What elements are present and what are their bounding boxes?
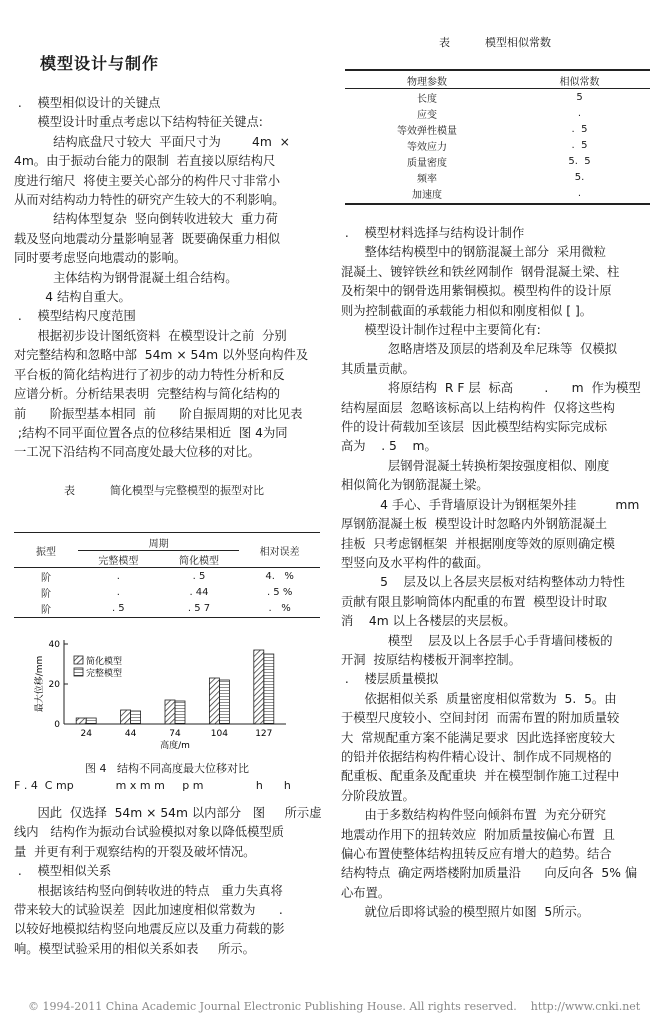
table-cell: 等效应力 <box>407 141 447 153</box>
text-line: 模型设计时重点考虑以下结构特征关键点: <box>14 115 263 130</box>
table-cell: . 5 % <box>266 586 293 598</box>
text-line: 结构特点 确定两塔楼附加质量沿 向反向各 5% 偏 <box>341 866 638 881</box>
text-line: 4 手心、手背墙原设计为钢框架外挂 mm <box>341 497 640 512</box>
text-line: 4 结构自重大。 <box>14 290 131 305</box>
table-cell: . <box>577 107 582 119</box>
text-line: 响。模型试验采用的相似关系如表 所示。 <box>14 941 255 956</box>
text-line: 模型 层及以上各层手心手背墙间楼板的 <box>341 633 613 648</box>
bar-complete <box>86 718 96 724</box>
table-cell: 阶 <box>41 604 51 616</box>
text-line: 根据该结构竖向倒转收进的特点 重力失真将 <box>14 883 283 898</box>
table-cell: 加速度 <box>412 189 442 201</box>
text-line: 前 阶振型基本相同 前 阶自振周期的对比见表 <box>14 406 303 421</box>
displacement-bar-chart <box>14 630 314 750</box>
table2-caption: 表 模型相似常数 <box>439 36 551 49</box>
text-line: 线内 结构作为振动台试验模拟对象以降低模型质 <box>14 825 284 840</box>
text-line: 心布置。 <box>341 885 391 900</box>
text-line: 结构屋面层 忽略该标高以上结构构件 仅将这些构 <box>341 400 615 415</box>
table-cell: . 5 <box>192 570 206 582</box>
text-line: 模型设计制作过程中主要简化有: <box>341 323 541 338</box>
table-row <box>345 89 650 106</box>
figure-caption: 图 4 结构不同高度最大位移对比 <box>85 762 249 775</box>
text-line: 相似简化为钢筋混凝土梁。 <box>341 478 489 493</box>
x-tick-label: 44 <box>124 729 137 739</box>
left-text-block-1 <box>14 94 326 463</box>
table-cell: 频率 <box>417 173 437 185</box>
x-tick-label: 127 <box>255 729 273 739</box>
left-text-block-2 <box>14 804 326 959</box>
x-axis-label: 高度/m <box>160 741 190 750</box>
bar-simplified <box>165 700 175 724</box>
table-cell: 5 <box>576 91 583 103</box>
x-tick-label: 104 <box>210 729 228 739</box>
y-tick-label: 0 <box>54 720 60 730</box>
text-line: . 模型相似关系 <box>14 864 112 879</box>
text-line: 量 并更有利于观察结构的开裂及破坏情况。 <box>14 844 256 859</box>
text-line: 的铅并依据结构构件精心设计、制作成不同规格的 <box>341 749 612 764</box>
table-cell: . 5 <box>111 602 125 614</box>
table-row <box>345 153 650 169</box>
table1-header-period: 周期 <box>78 534 239 551</box>
y-tick-label: 40 <box>48 640 60 650</box>
text-line: 开洞 按原结构楼板开洞率控制。 <box>341 652 521 667</box>
table-cell: 应变 <box>417 109 437 121</box>
table-row <box>345 121 650 137</box>
table-cell: . 5 7 <box>187 602 211 614</box>
table-row <box>345 137 650 153</box>
text-line: 整体结构模型中的钢筋混凝土部分 采用微粒 <box>341 245 606 260</box>
table-cell: 5. <box>574 171 585 183</box>
bar-simplified <box>76 718 86 724</box>
table-row <box>14 600 320 616</box>
legend-swatch <box>74 668 83 676</box>
table-cell: . 44 <box>189 586 209 598</box>
table-cell: 质量密度 <box>407 157 447 169</box>
text-line: 结构底盘尺寸较大 平面尺寸为 4m × <box>14 134 290 149</box>
text-line: 于模型尺度较小、空间封闭 而需布置的附加质量较 <box>341 711 620 726</box>
bar-complete <box>175 701 185 724</box>
table-row <box>345 169 650 185</box>
bar-complete <box>264 654 274 724</box>
table1-header-simplified: 简化模型 <box>178 555 219 567</box>
table-cell: 4. % <box>265 570 294 582</box>
table1-header-error: 相对误差 <box>259 547 300 558</box>
text-line: 层钢骨混凝土转换桁架按强度相似、刚度 <box>341 458 610 473</box>
copyright-footer: © 1994-2011 China Academic Journal Electronic Publishing House. All rights reserved. http://www.cnki.net <box>28 1000 641 1013</box>
text-line: . 楼层质量模拟 <box>341 672 439 687</box>
table-cell: 长度 <box>417 93 437 105</box>
table-row <box>345 185 650 201</box>
y-tick-label: 20 <box>48 680 60 690</box>
y-axis-label: 最大位移/mm <box>35 655 45 713</box>
text-line: 应谱分析。分析结果表明 完整结构与简化结构的 <box>14 387 281 402</box>
bar-simplified <box>121 710 131 724</box>
text-line: 度进行缩尺 将使主要关心部分的构件尺寸非常小 <box>14 173 281 188</box>
text-line: 主体结构为钢骨混凝土组合结构。 <box>14 270 238 285</box>
text-line: 由于多数结构构件竖向倾斜布置 为充分研究 <box>341 808 606 823</box>
text-line: 一工况下沿结构不同高度处最大位移的对比。 <box>14 445 260 460</box>
bar-complete <box>219 680 229 724</box>
text-line: 高为 . 5 m。 <box>341 439 437 454</box>
table-row <box>14 584 320 600</box>
text-line: 分阶段放置。 <box>341 788 415 803</box>
table-row <box>14 568 320 585</box>
text-line: 因此 仅选择 54m × 54m 以内部分 图 所示虚 <box>14 806 322 820</box>
text-line: 结构体型复杂 竖向倒转收进较大 重力荷 <box>14 212 278 227</box>
text-line: 件的设计荷载加至该层 因此模型结构实际完成标 <box>341 420 608 435</box>
right-text-block <box>341 224 656 923</box>
text-line: 消 4m 以上各楼层的夹层板。 <box>341 614 516 629</box>
text-line: . 模型材料选择与结构设计制作 <box>341 226 525 240</box>
table2-header-param: 物理参数 <box>407 76 447 88</box>
text-line: 则为控制截面的承载能力相似和刚度相似 [ ]。 <box>341 303 593 318</box>
text-line: 偏心布置使整体结构扭转反应有增大的趋势。结合 <box>341 847 612 861</box>
text-line: 5 层及以上各层夹层板对结构整体动力特性 <box>341 575 625 590</box>
figure-caption-en: F . 4 C mp m x m m p m h h <box>14 779 291 792</box>
table-cell: . <box>116 586 120 598</box>
text-line: 厚钢筋混凝土板 模型设计时忽略内外钢筋混凝土 <box>341 517 608 532</box>
table1-header-complete: 完整模型 <box>98 555 139 567</box>
text-line: 4m。由于振动台能力的限制 若直接以原结构尺 <box>14 154 276 169</box>
table1 <box>14 534 320 616</box>
text-line: 载及竖向地震动分量影响显著 既要确保重力相似 <box>14 231 281 246</box>
legend-swatch <box>74 656 83 664</box>
text-line: 从而对结构动力特性的研究产生较大的不利影响。 <box>14 193 285 208</box>
text-line: 同时要考虑竖向地震动的影响。 <box>14 251 187 266</box>
text-line: 以较好地模拟结构竖向地震反应以及重力荷载的影 <box>14 922 285 937</box>
text-line: ;结构不同平面位置各点的位移结果相近 图 4为同 <box>14 425 288 440</box>
section-title: 模型设计与制作 <box>40 54 160 73</box>
table-row <box>345 105 650 121</box>
text-line: . 模型相似设计的关键点 <box>14 96 161 110</box>
text-line: 地震动作用下的扭转效应 附加质量按偏心布置 且 <box>341 827 615 842</box>
table-cell: 阶 <box>41 572 51 584</box>
table-cell: . <box>116 570 120 582</box>
table-cell: . <box>577 187 582 199</box>
text-line: 混凝土、镀锌铁丝和铁丝网制作 钢骨混凝土梁、柱 <box>341 264 620 279</box>
text-line: 挂板 只考虑钢框架 并根据刚度等效的原则确定模 <box>341 536 615 551</box>
x-tick-label: 74 <box>169 729 181 739</box>
text-line: 带来较大的试验误差 因此加速度相似常数为 . <box>14 903 283 918</box>
table2-header-const: 相似常数 <box>559 76 600 88</box>
table-cell: 等效弹性模量 <box>397 125 457 137</box>
table1-caption: 表 简化模型与完整模型的振型对比 <box>64 484 264 497</box>
bar-simplified <box>254 650 264 724</box>
text-line: . 模型结构尺度范围 <box>14 309 136 324</box>
text-line: 配重板、配重条及配重块 并在模型制作施工过程中 <box>341 769 620 784</box>
table-cell: . % <box>268 602 291 614</box>
text-line: 平台板的简化结构进行了初步的动力特性分析和反 <box>14 367 285 382</box>
text-line: 其质量贡献。 <box>341 361 415 376</box>
bar-complete <box>131 711 141 724</box>
x-tick-label: 24 <box>80 729 92 739</box>
text-line: 就位后即将试验的模型照片如图 5所示。 <box>341 905 590 920</box>
table-cell: . 5 <box>571 139 588 151</box>
text-line: 忽略唐塔及顶层的塔刹及牟尼珠等 仅模拟 <box>341 342 618 357</box>
table-cell: 5. 5 <box>568 155 591 167</box>
text-line: 贡献有限且影响筒体内配重的布置 模型设计时取 <box>341 594 608 609</box>
text-line: 及桁架中的钢骨选用紫铜模拟。模型构件的设计原 <box>341 284 612 299</box>
text-line: 型竖向及水平构件的截面。 <box>341 555 489 570</box>
legend-label: 完整模型 <box>86 669 123 679</box>
text-line: 大 常规配重方案不能满足要求 因此选择密度较大 <box>341 730 615 745</box>
table-cell: . 5 <box>571 123 588 135</box>
table-cell: 阶 <box>41 588 51 600</box>
text-line: 对完整结构和忽略中部 54m × 54m 以外竖向构件及 <box>14 348 309 363</box>
text-line: 根据初步设计图纸资料 在模型设计之前 分别 <box>14 328 287 343</box>
legend-label: 简化模型 <box>86 657 123 667</box>
text-line: 将原结构 R F 层 标高 . m 作为模型 <box>341 381 641 396</box>
text-line: 依据相似关系 质量密度相似常数为 5. 5。由 <box>341 691 617 706</box>
table1-header-mode: 振型 <box>36 547 56 558</box>
table2 <box>345 72 650 201</box>
bar-simplified <box>209 678 219 724</box>
